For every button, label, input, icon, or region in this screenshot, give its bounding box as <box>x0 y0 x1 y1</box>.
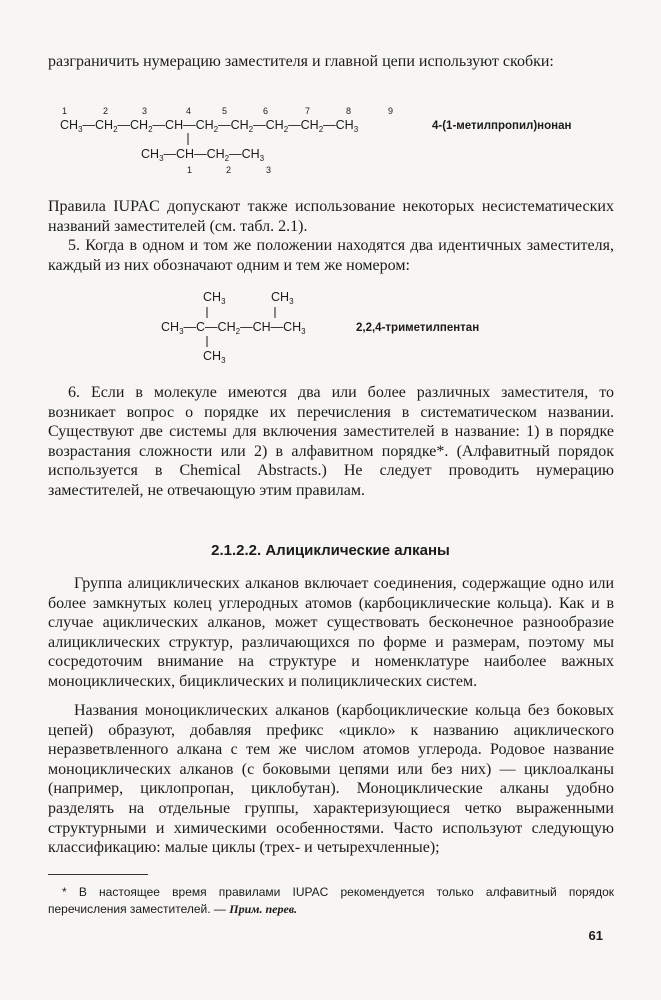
methyl-top-right: $CH_3$ <box>271 290 294 306</box>
footnote <box>48 884 614 918</box>
carbon-number: 1 <box>62 106 68 116</box>
main-chain-formula: $CH_3—CH_2—CH_2—CH—CH_2—CH_2—CH_2—CH_2—CH_3$ <box>60 118 359 134</box>
carbon-number: 4 <box>186 106 192 116</box>
methyl-bottom: $CH_3$ <box>203 349 226 365</box>
carbon-number: 9 <box>388 106 394 116</box>
branch-number: 1 <box>187 165 193 175</box>
footnote-note: Прим. перев. <box>229 902 298 916</box>
branch-number: 3 <box>266 165 272 175</box>
footnote-text: * В настоящее время правилами IUPAC рекомендуется только алфавитный порядок перечисления заместителей. — <box>48 885 614 916</box>
carbon-number: 6 <box>263 106 269 116</box>
structure-trimethylpentane <box>0 286 661 366</box>
carbon-number: 2 <box>103 106 109 116</box>
compound-name: 2,2,4-триметилпентан <box>356 322 480 334</box>
rule-6-paragraph: 6. Если в молекуле имеются два или более различных заместителя, то возникает вопрос о порядке их перечисления в систематическом названии. Существуют две системы для включения заместителей в название: 1) в порядке возрастания сложности или 2) в алфавитном порядке*. (Алфавитный порядок используется в Chemical Abstracts.) Не следует проводить нумерацию заместителей, не отвечающую этим правилам. <box>48 384 614 499</box>
carbon-numbers <box>62 106 393 116</box>
iupac-paragraph: Правила IUPAC допускают также использование некоторых несистематических названий заместителей (см. табл. 2.1). <box>48 198 614 235</box>
intro-paragraph: разграничить нумерацию заместителя и главной цепи используют скобки: <box>48 53 554 70</box>
footnote-divider <box>48 874 148 875</box>
carbon-number: 5 <box>222 106 228 116</box>
page-number: 61 <box>588 928 603 943</box>
carbon-number: 3 <box>142 106 148 116</box>
rule-5-paragraph: 5. Когда в одном и том же положении находятся два идентичных заместителя, каждый из них обозначают одним и тем же номером: <box>48 237 614 274</box>
alicyclic-paragraph-2: Названия моноциклических алканов (карбоциклические кольца без боковых цепей) образуют, добавляя префикс «цикло» к названию ациклического неразветвленного алкана с тем же числом атомов углерода. Родовое название моноциклических алканов (с боковыми цепями или без них) — циклоалканы (например, циклопропан, циклобутан). Моноциклические алканы удобно разделять на отдельные группы, характеризующиеся четко выраженными структурными и химическими особенностями. Часто используют следующую классификацию: малые циклы (трех- и четырехчленные); <box>48 702 614 857</box>
branch-number: 2 <box>226 165 232 175</box>
carbon-number: 8 <box>346 106 352 116</box>
carbon-number: 7 <box>305 106 311 116</box>
compound-name: 4-(1-метилпропил)нонан <box>432 120 572 132</box>
structure-nonane <box>0 98 661 178</box>
section-heading: 2.1.2.2. Алициклические алканы <box>211 542 450 559</box>
pentane-chain-formula: $CH_3—C—CH_2—CH—CH_3$ <box>161 320 306 336</box>
alicyclic-paragraph-1: Группа алициклических алканов включает соединения, содержащие одно или более замкнутых колец углеродных атомов (карбоциклические кольца). Как и в случае ациклических алканов, может существовать бесконечное разнообразие алициклических структур, различающихся по форме и размерам, поэтому мы сосредоточим внимание на структуре и номенклатуре наиболее важных моноциклических, бициклических и полициклических систем. <box>48 575 614 690</box>
branch-formula: $CH_3—CH—CH_2—CH_3$ <box>141 147 265 163</box>
methyl-top-left: $CH_3$ <box>203 290 226 306</box>
